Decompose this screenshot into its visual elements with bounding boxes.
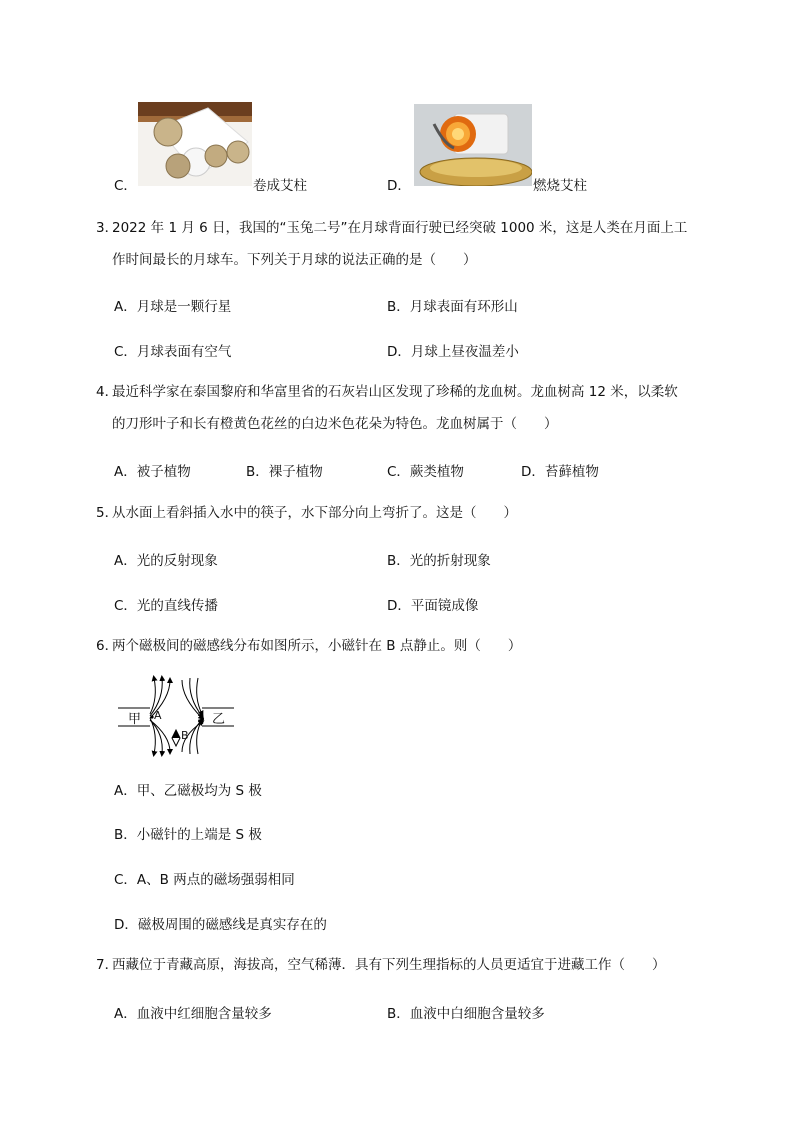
- question-text-line1: 两个磁极间的磁感线分布如图所示，小磁针在 B 点静止。则（ ）: [112, 638, 522, 654]
- option-d-letter: D．: [387, 178, 411, 194]
- right-pole-label: 乙: [212, 712, 226, 727]
- question-4: [96, 376, 706, 440]
- q7-option-a[interactable]: A．血液中红细胞含量较多: [114, 1006, 272, 1022]
- q3-option-d[interactable]: D．月球上昼夜温差小: [387, 344, 519, 360]
- question-5: [96, 497, 706, 529]
- question-3: [96, 212, 706, 276]
- burning-moxa-photo: [414, 104, 532, 186]
- q6-option-b[interactable]: B．小磁针的上端是 S 极: [114, 827, 262, 843]
- option-c-letter: C．: [114, 178, 137, 194]
- question-number: 6．: [96, 638, 119, 654]
- option-c-caption: 卷成艾柱: [253, 178, 307, 194]
- question-text-line2: 的刀形叶子和长有橙黄色花丝的白边米色花朵为特色。龙血树属于（ ）: [112, 416, 558, 432]
- q4-option-a[interactable]: A．被子植物: [114, 464, 191, 480]
- q5-option-d[interactable]: D．平面镜成像: [387, 598, 479, 614]
- q5-option-a[interactable]: A．光的反射现象: [114, 553, 218, 569]
- question-number: 5．: [96, 505, 119, 521]
- question-number: 4．: [96, 384, 119, 400]
- magnetic-field-diagram: [114, 676, 238, 756]
- question-text-line1: 西藏位于青藏高原，海拔高，空气稀薄．具有下列生理指标的人员更适宜于进藏工作（ ）: [112, 957, 666, 973]
- q6-option-a[interactable]: A．甲、乙磁极均为 S 极: [114, 783, 262, 799]
- question-6: [96, 630, 706, 662]
- question-number: 7．: [96, 957, 119, 973]
- q7-option-b[interactable]: B．血液中白细胞含量较多: [387, 1006, 545, 1022]
- question-text-line1: 从水面上看斜插入水中的筷子，水下部分向上弯折了。这是（ ）: [112, 505, 517, 521]
- moxa-roll-photo: [138, 102, 252, 186]
- q3-option-b[interactable]: B．月球表面有环形山: [387, 299, 518, 315]
- q3-option-a[interactable]: A．月球是一颗行星: [114, 299, 232, 315]
- q4-option-b[interactable]: B．裸子植物: [246, 464, 323, 480]
- q4-option-c[interactable]: C．蕨类植物: [387, 464, 464, 480]
- question-7: [96, 949, 706, 981]
- question-text-line1: 最近科学家在泰国黎府和华富里省的石灰岩山区发现了珍稀的龙血树。龙血树高 12 米，以柔软: [112, 384, 678, 400]
- q5-option-c[interactable]: C．光的直线传播: [114, 598, 218, 614]
- q4-option-d[interactable]: D．苔藓植物: [521, 464, 599, 480]
- question-text-line1: 2022 年 1 月 6 日，我国的“玉兔二号”在月球背面行驶已经突破 1000 米，这是人类在月面上工: [112, 220, 688, 236]
- left-pole-label: 甲: [128, 712, 142, 727]
- q5-option-b[interactable]: B．光的折射现象: [387, 553, 491, 569]
- question-number: 3．: [96, 220, 119, 236]
- option-d-caption: 燃烧艾柱: [533, 178, 587, 194]
- point-a-label: A: [154, 709, 162, 722]
- q3-option-c[interactable]: C．月球表面有空气: [114, 344, 232, 360]
- point-b-label: B: [181, 729, 189, 742]
- q6-option-d[interactable]: D．磁极周围的磁感线是真实存在的: [114, 917, 327, 933]
- question-text-line2: 作时间最长的月球车。下列关于月球的说法正确的是（ ）: [112, 252, 477, 268]
- q6-option-c[interactable]: C．A、B 两点的磁场强弱相同: [114, 872, 295, 888]
